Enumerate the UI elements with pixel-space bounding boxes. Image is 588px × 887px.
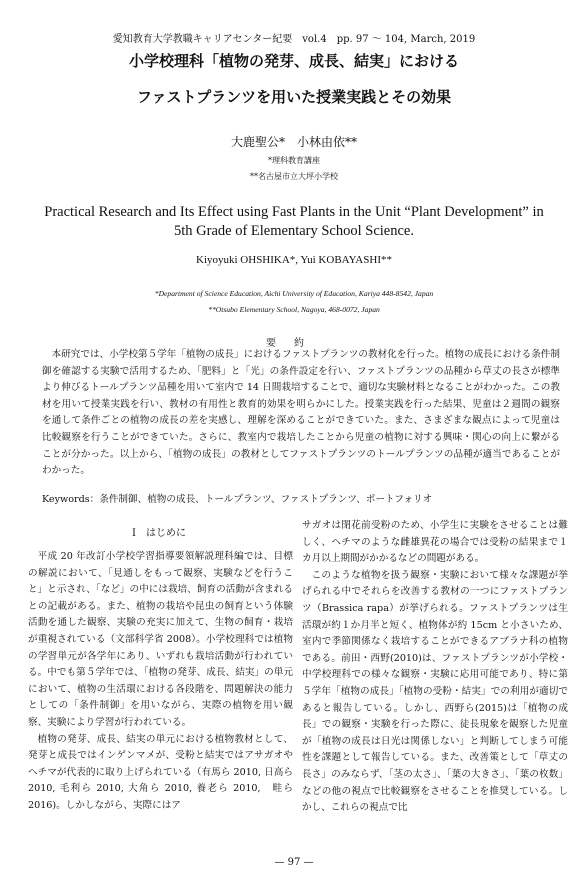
abstract-text: 本研究では、小学校第５学年「植物の成長」におけるファストプランツの教材化を行った。植物の成長における条件制御を確認する実験で活用するため、「肥料」と「光」の条件設定を行い、ファストプランツの品種から草丈の長さが標準より伸びるトールプランツ品種を用いて室内で 14 日間栽培することで、適切な実験材料となることがわかった。この教材を用いて授業実践を行い、教材の有用性と教育的効果を明らかにした。授業実践を行った結果、児童は２週間の観察を通して条件ごとの植物の成長の差を実感し、理解を深めることができていた。また、さまざまな観点によって児童は比較観察を行うことができていた。さらに、教室内で栽培したことから児童の植物に対する興味・関心の向上に繋がることが分かった。以上から、「植物の成長」の教材としてファストプランツのトールプランツの品種が適当であることがわかった。 (42, 349, 560, 477)
section-heading: Ⅰ はじめに (132, 528, 186, 539)
authors-en: Kiyoyuki OHSHIKA*, Yui KOBAYASHI** (196, 254, 392, 266)
journal-header: 愛知教育大学教職キャリアセンター紀要 vol.4 pp. 97 〜 104, March, 2019 (112, 34, 476, 45)
title-ja-line2: ファストプランツを用いた授業実践とその効果 (136, 88, 452, 106)
paragraph: 植物の発芽、成長、結実の単元における植物教材として、発芽と成長ではインゲンマメが、受粉と結実ではアサガオやヘチマが代表的に取り上げられている（有馬ら 2010, 日高ら 2010, 毛利ら 2010, 大角ら 2010, 養老ら 2010, 畦ら 2016)。しかしながら、実際にはア (28, 733, 293, 811)
authors-ja: 大鹿聖公* 小林由依** (230, 135, 357, 149)
body-column-right (302, 518, 568, 817)
affiliation-en-1: *Department of Science Education, Aichi University of Education, Kariya 448-8542, Japan (154, 289, 434, 298)
body-column-left (28, 549, 293, 815)
title-ja-line1: 小学校理科「植物の発芽、成長、結実」における (128, 52, 459, 70)
paragraph: サガオは閉花前受粉のため、小学生に実験をさせることは難しく、ヘチマのような雌雄異花の場合では受粉の結果まで１カ月以上期間がかかるなどの問題がある。 (302, 520, 568, 565)
affiliation-en-2: **Otsubo Elementary School, Nagoya, 468-0072, Japan (208, 305, 380, 314)
paragraph: 平成 20 年改訂小学校学習指導要領解説理科編では、目標の解説において、「見通しをもって観察、実験などを行うこと」と示され、「など」の中には栽培、飼育の活動が含まれるとの記載がある。また、植物の栽培や昆虫の飼育という体験活動を通した観察、実験の充実に加えて、生物の飼育・栽培が重視されている（文部科学省 2008）。小学校理科では植物の学習単元が各学年にあり、いずれも栽培活動が行われている。中でも第５学年では、「植物の発芽、成長、結実」の単元において、植物の生活環における各段階を、問題解決の能力としての「条件制御」を用いながら、実際の植物を用い観察、実験により学習が行われている。 (28, 551, 293, 728)
paragraph: このような植物を扱う観察・実験において様々な課題が挙げられる中でそれらを改善する教材の一つにファストプランツ（Brassica rapa）が挙げられる。ファストプランツは生活環が約１か月半と短く、植物体が約 15cm と小さいため、室内で季節関係なく栽培することができるアブラナ科の植物である。前田・西野(2010)は、ファストプランツが小学校・中学校理科での様々な観察・実験に応用可能であり、特に第５学年「植物の成長」「植物の受粉・結実」での利用が適切であると報告している。しかし、西野ら(2015)は「植物の成長」での観察・実験を行った際に、徒長現象を観察した児童が「植物の成長は日光は関係しない」と判断してしまう可能性を課題として報告している。また、改善策として「草丈の長さ」のみならず、「茎の太さ」、「葉の大きさ」、「葉の枚数」などの他の視点で比較観察をさせることを推奨している。しかし、これらの視点で比 (302, 569, 568, 814)
affiliation-ja-1: *理科教育講座 (268, 156, 320, 165)
title-en: Practical Research and Its Effect using Fast Plants in the Unit “Plant Development” in 5th Grade of Elementary School Science. (44, 204, 544, 239)
keywords: Keywords：条件制御、植物の成長、トールプランツ、ファストプランツ、ポートフォリオ (42, 494, 433, 505)
abstract-heading: 要約 (266, 338, 322, 349)
affiliation-ja-2: **名古屋市立大坪小学校 (250, 172, 338, 181)
page-number: — 97 — (274, 857, 314, 868)
